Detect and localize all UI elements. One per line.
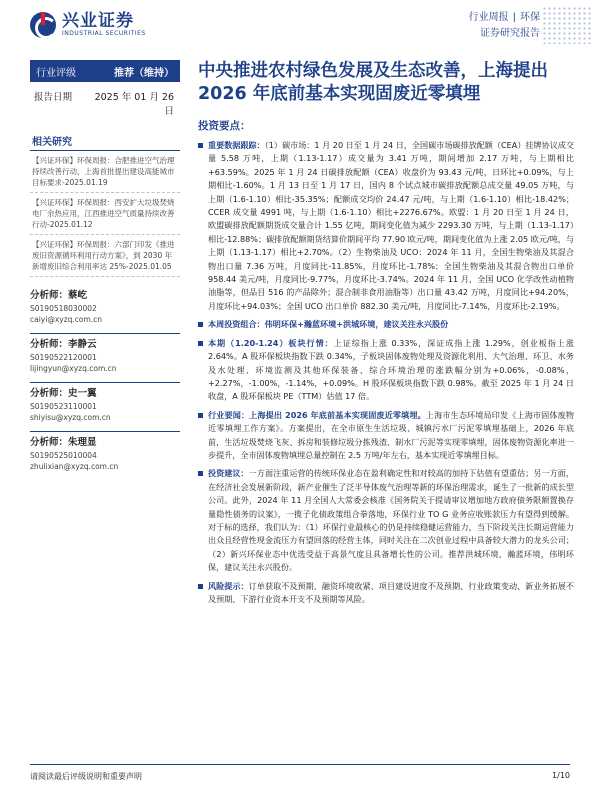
rating-bar — [30, 60, 180, 82]
analyst-card — [30, 382, 180, 423]
paragraph-lead: 投资建议： — [208, 468, 249, 479]
related-research — [30, 125, 180, 277]
logo-name: 兴业证券 — [62, 11, 134, 31]
analyst-license: S0190523110001 — [30, 402, 97, 411]
rating-label: 行业评级 — [36, 67, 76, 79]
paragraph-body: 上证综指上涨 0.33%，深证成指上涨 1.29%，创业板指上涨 2.64%。A 股环保板块指数下跌 0.34%，子板块固体废物处理及资源化利用、大气治理、环卫、水务及水处理、环境监测及其他环保装备、综合环境治理的涨跌幅分别为+0.06%，-0.08%，+2.27%，-1.00%，-1.14%，+0.09%。H 股环保板块指数下跌 0.98%。截至 2025 年 1 月 24 日收盘，A 股环保板块 PE（TTM）估值 17 倍。 — [208, 337, 574, 402]
analyst-license: S0190518030002 — [30, 304, 97, 313]
analyst-name: 分析师：李静云 — [30, 339, 97, 350]
research-item[interactable]: 【兴证环保】环保周报：合肥推进空气治理持续改善行动，上海首批提出建设高能城市目标要求-2025.01.19 — [30, 151, 180, 193]
analyst-list — [30, 285, 180, 472]
report-category-tag: 证券研究报告 — [480, 28, 540, 39]
report-date — [30, 89, 180, 117]
paragraph-lead: 本周投资组合：伟明环保+瀚蓝环境+洪城环境，建议关注永兴股份 — [208, 319, 449, 330]
report-tags — [469, 10, 540, 42]
main-content — [198, 60, 574, 611]
page-footer — [30, 764, 570, 782]
report-date-label: 报告日期 — [34, 92, 73, 103]
company-logo — [30, 12, 146, 38]
rating-value: 推荐（维持） — [114, 67, 174, 79]
industry-tag: 环保 — [520, 12, 540, 23]
industry-news-paragraph — [198, 409, 574, 463]
page-number: 1/10 — [552, 771, 570, 780]
analyst-license: S0190525010004 — [30, 451, 97, 460]
paragraph-body: 一方面注重运营的传统环保业态在盈利确定性和对较高的加持下估值有望重估；另一方面，在经济社会发展新阶段，新产业催生了泛半导体废气治理等新的环保治理需求，诞生了一批新的成长型公司。此外，2024 年 11 月全国人大常委会核准《国务院关于提请审议增加地方政府债务限额置换存量隐性债务的议案》，一揽子化债政策组合拳落地，环保行业 TO G 业务应收账款压力有望得到缓解。对于标的选择，我们认为：（1）环保行业最核心的仍是持续稳健运营能力，当下阶段关注长期运营能力出众且经营性现金流压力有望回落的经营主体，同时关注在二次创业过程中具备较大潜力的龙头公司；（2）新兴环保业态中优选受益于高景气度且具备增长性的公司。推荐洪城环境，瀚蓝环境，伟明环保，建议关注永兴股份。 — [208, 468, 574, 573]
portfolio-paragraph — [198, 318, 574, 331]
research-item[interactable]: 【兴证环保】环保周报：西安扩大垃圾焚烧电厂余热应用，江西推进空气质量持续改善行动-2025.01.12 — [30, 193, 180, 235]
report-date-value: 2025 年 01 月 26 日 — [94, 92, 174, 117]
logo-mark-icon — [30, 12, 56, 38]
paragraph-lead: 重要数据跟踪： — [208, 140, 265, 150]
analyst-card — [30, 285, 180, 325]
analyst-card — [30, 333, 180, 374]
data-tracking-paragraph — [198, 139, 574, 313]
report-title — [198, 60, 574, 106]
investment-highlights-heading: 投资要点： — [198, 120, 251, 132]
left-sidebar — [30, 60, 180, 472]
analyst-email[interactable]: lijingyun@xyzq.com.cn — [30, 364, 117, 373]
paragraph-lead: 行业要闻：上海提出 2026 年底前基本实现固废近零填埋。 — [208, 409, 426, 420]
risk-paragraph — [198, 580, 574, 607]
analyst-license: S0190522120001 — [30, 353, 97, 362]
research-item[interactable]: 【兴证环保】环保周报：六部门印发《推进废旧资源循环利用行动方案》，到 2030 年新增废旧综合利用率达 25%-2025.01.05 — [30, 235, 180, 277]
paragraph-lead: 风险提示： — [208, 580, 249, 591]
market-paragraph — [198, 337, 574, 404]
analyst-card — [30, 431, 180, 472]
report-title-line: 中央推进农村绿色发展及生态改善，上海提出 — [198, 61, 548, 81]
analyst-name: 分析师：朱理显 — [30, 437, 97, 448]
paragraph-lead: 本期（1.20-1.24）板块行情： — [208, 337, 334, 348]
related-research-title: 相关研究 — [30, 125, 180, 151]
investment-advice-paragraph — [198, 467, 574, 574]
analyst-name: 分析师：蔡屹 — [30, 290, 88, 301]
analyst-email[interactable]: zhulixian@xyzq.com.cn — [30, 462, 119, 471]
analyst-email[interactable]: caiyi@xyzq.com.cn — [30, 315, 103, 324]
analyst-email[interactable]: shiyisu@xyzq.com.cn — [30, 413, 111, 422]
paragraph-body: 上海市生态环境局印发《上海市固体废物近零填埋工作方案》。方案提出，在全市原生生活垃圾、城镇污水厂污泥零填埋基础上，2026 年底前，生活垃圾焚烧飞灰、拆房和装修垃圾分拣残渣、制水厂污泥等实现零填埋，固体废物资源化率进一步提升，全市固体废物填埋总量控制在 2.5 万吨/年左右，基本实现近零填埋目标。 — [208, 409, 574, 460]
paragraph-body: 订单获取不及预期、融资环境收紧、项目建设进度不及预期、行业政策变动、新业务拓展不及预期、下游行业资本开支不及预期等风险。 — [208, 580, 574, 604]
analyst-name: 分析师：史一翼 — [30, 388, 97, 399]
page-header — [0, 0, 600, 56]
tag-separator: | — [512, 12, 516, 23]
report-type-tag: 行业周报 — [468, 12, 509, 23]
paragraph-body: （1）碳市场：1 月 20 日至 1 月 24 日，全国碳市场碳排放配额（CEA）挂牌协议成交量 5.58 万吨，上期（1.13-1.17）成交量为 3.41 万吨，期间增加 2.17 万吨，与上期相比+63.59%。2025 年 1 月 24 日碳排放配额（CEA）收盘价为 93.43 元/吨，日环比+0.09%，与上期相比-1.60%。1 月 13 日至 1 月 17 日，国内 8 个试点城市碳排放配额总成交量 49.05 万吨，与上期（1.6-1.10）相比-35.35%；配额成交均价 24.47 元/吨，与上期（1.6-1.10）相比-18.42%；CCER 成交量 4991 吨，与上期（1.6-1.10）相比+2276.67%。欧盟：1 月 20 日至 1 月 24 日，欧盟碳排放配额期货成交量合计 1.55 亿吨，期间变化值为减少 2293.30 万吨，与上期（1.13-1.17）相比-12.88%；碳排放配额期货结算价期间平均 77.90 欧元/吨，期间变化值为上涨 2.05 欧元/吨，与上期（1.13-1.17）相比+2.70%。（2）生物柴油及 UCO：2024 年 11 月，全国生物柴油及其混合物出口量 7.36 万吨，月度同比-11.85%，月度环比-1.78%；全国生物柴油及其混合物出口单价 958.44 美元/吨，月度同比-9.77%，月度环比-3.74%。2024 年 11 月，全国 UCO 化学改性动植物油脂等，但品目 516 的产品除外；混合制非食用油脂等）出口量 43.42 万吨，月度同比+94.20%，月度环比+94.03%；全国 UCO 出口单价 882.30 美元/吨，月度同比-7.14%，月度环比-2.19%。 — [208, 140, 574, 311]
report-title-line: 2026 年底前基本实现固废近零填埋 — [198, 84, 481, 104]
logo-english-name: INDUSTRIAL SECURITIES — [62, 30, 146, 37]
header-dot-pattern-icon — [542, 6, 592, 44]
disclaimer-note[interactable]: 请阅读最后评级说明和重要声明 — [30, 772, 142, 781]
